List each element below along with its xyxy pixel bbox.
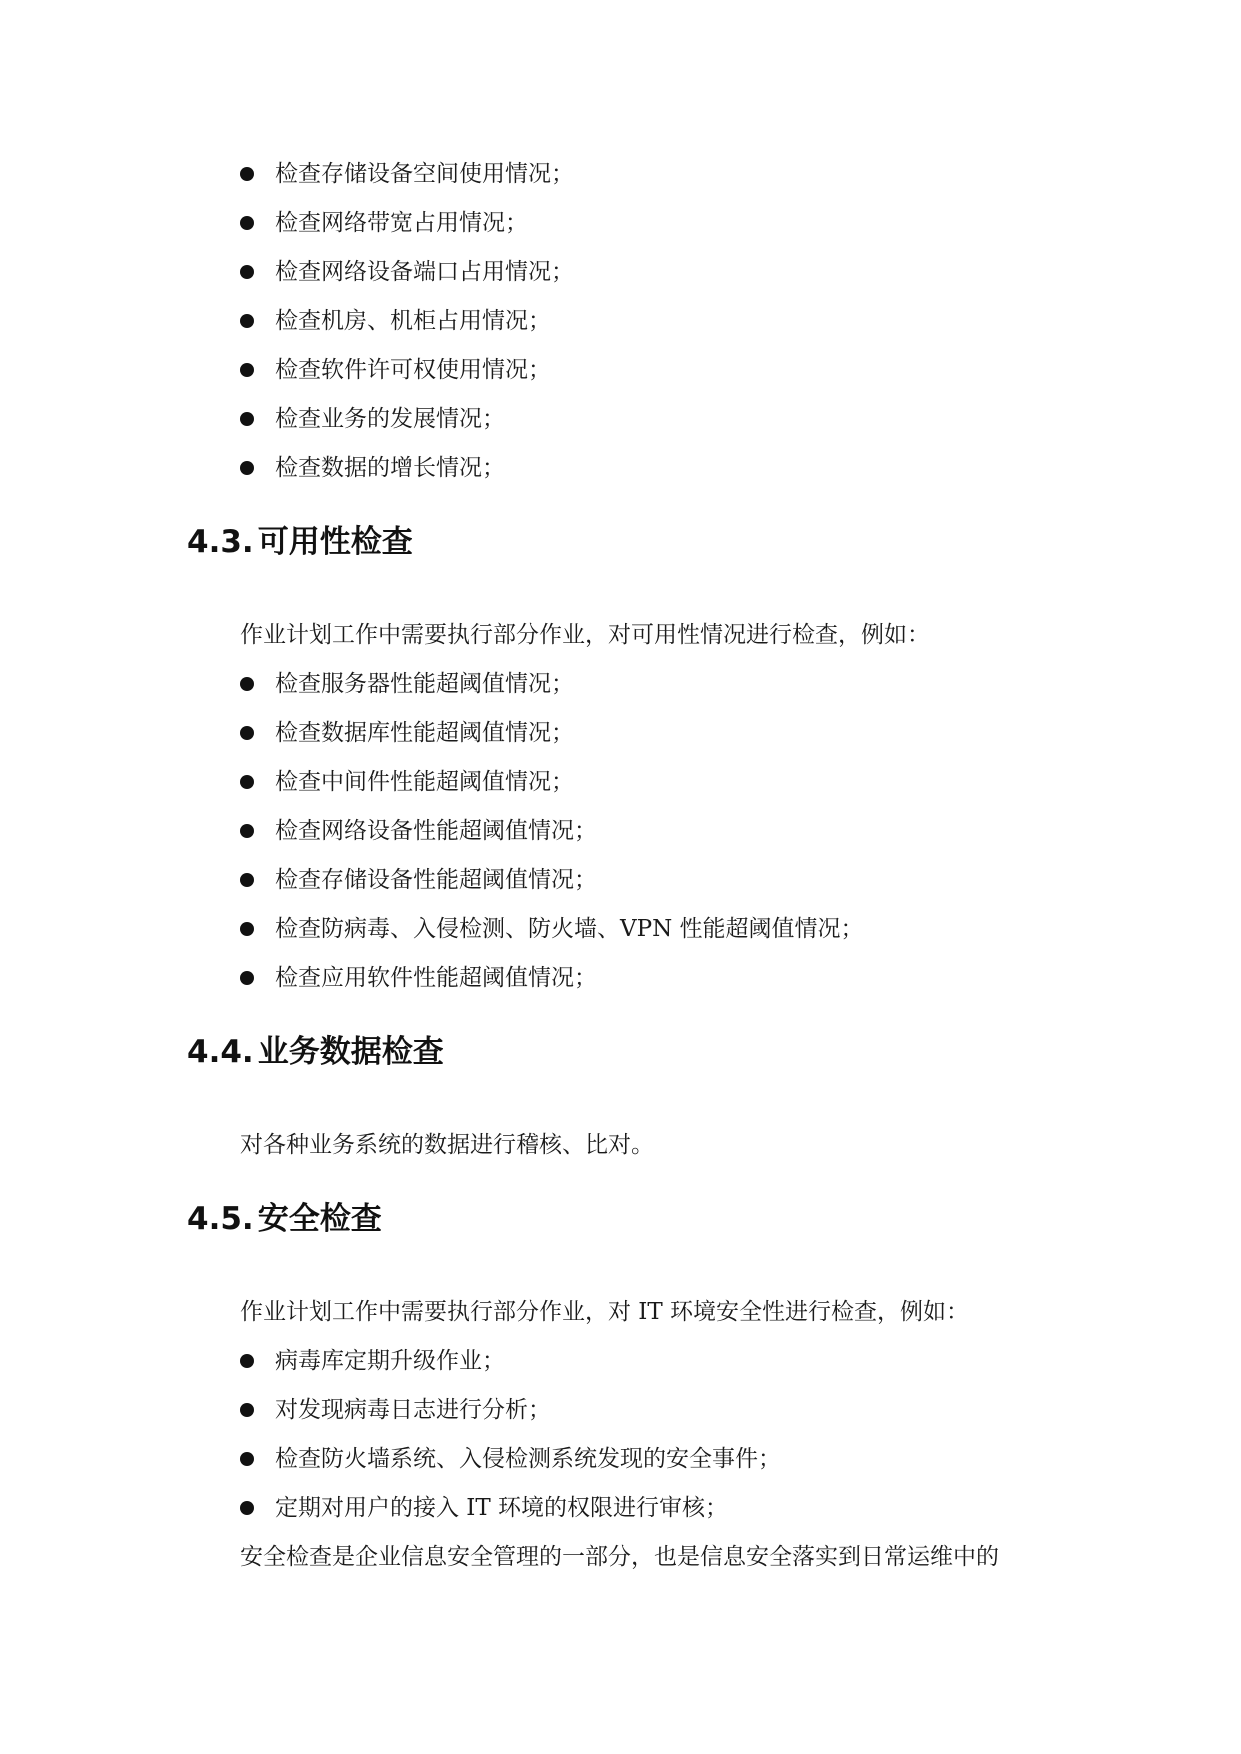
section-number: 4.4.	[187, 1034, 254, 1070]
bullet-icon	[240, 412, 254, 426]
bullet-icon	[240, 922, 254, 936]
list-item	[187, 346, 1087, 395]
list-item	[187, 807, 1087, 856]
section-heading-4-3	[187, 518, 1087, 566]
list-item-text: 检查中间件性能超阈值情况；	[275, 769, 574, 795]
section-title: 可用性检查	[257, 524, 413, 560]
bullet-icon	[240, 726, 254, 740]
list-item-text: 定期对用户的接入 IT 环境的权限进行审核；	[275, 1495, 729, 1521]
list-item	[187, 1484, 1087, 1533]
bullet-icon	[240, 1501, 254, 1515]
spacer	[187, 1243, 1087, 1288]
section-number: 4.5.	[187, 1201, 254, 1237]
bullet-icon	[240, 677, 254, 691]
capacity-check-list	[187, 150, 1087, 493]
bullet-icon	[240, 216, 254, 230]
list-item-text: 检查软件许可权使用情况；	[275, 357, 551, 383]
page-content	[187, 150, 1087, 1582]
list-item	[187, 709, 1087, 758]
spacer	[187, 1003, 1087, 1028]
list-item	[187, 954, 1087, 1003]
closing-paragraph: 安全检查是企业信息安全管理的一部分，也是信息安全落实到日常运维中的	[240, 1544, 999, 1570]
bullet-icon	[240, 873, 254, 887]
list-item-text: 对发现病毒日志进行分析；	[275, 1397, 551, 1423]
spacer	[187, 1170, 1087, 1195]
list-item	[187, 150, 1087, 199]
bullet-icon	[240, 363, 254, 377]
list-item	[187, 395, 1087, 444]
list-item-text: 检查防火墙系统、入侵检测系统发现的安全事件；	[275, 1446, 781, 1472]
list-item-text: 检查数据的增长情况；	[275, 455, 505, 481]
section-heading-4-4	[187, 1028, 1087, 1076]
section-heading-4-5	[187, 1195, 1087, 1243]
bullet-icon	[240, 1452, 254, 1466]
section-intro: 作业计划工作中需要执行部分作业，对可用性情况进行检查，例如：	[240, 622, 930, 648]
list-item	[187, 660, 1087, 709]
list-item	[187, 248, 1087, 297]
bullet-icon	[240, 167, 254, 181]
list-item-text: 检查网络设备端口占用情况；	[275, 259, 574, 285]
list-item-text: 检查业务的发展情况；	[275, 406, 505, 432]
list-item-text: 病毒库定期升级作业；	[275, 1348, 505, 1374]
spacer	[187, 493, 1087, 518]
list-item	[187, 1435, 1087, 1484]
list-item	[187, 297, 1087, 346]
list-item-text: 检查防病毒、入侵检测、防火墙、VPN 性能超阈值情况；	[275, 916, 864, 942]
list-item-text: 检查应用软件性能超阈值情况；	[275, 965, 597, 991]
security-check-list	[187, 1337, 1087, 1533]
bullet-icon	[240, 971, 254, 985]
list-item	[187, 1386, 1087, 1435]
bullet-icon	[240, 1354, 254, 1368]
bullet-icon	[240, 824, 254, 838]
list-item-text: 检查网络设备性能超阈值情况；	[275, 818, 597, 844]
list-item-text: 检查服务器性能超阈值情况；	[275, 671, 574, 697]
list-item	[187, 905, 1087, 954]
availability-check-list	[187, 660, 1087, 1003]
list-item-text: 检查网络带宽占用情况；	[275, 210, 528, 236]
list-item	[187, 199, 1087, 248]
list-item	[187, 444, 1087, 493]
list-item	[187, 758, 1087, 807]
list-item	[187, 1337, 1087, 1386]
list-item-text: 检查数据库性能超阈值情况；	[275, 720, 574, 746]
list-item	[187, 856, 1087, 905]
section-intro: 作业计划工作中需要执行部分作业，对 IT 环境安全性进行检查，例如：	[240, 1299, 970, 1325]
section-number: 4.3.	[187, 524, 254, 560]
bullet-icon	[240, 461, 254, 475]
bullet-icon	[240, 775, 254, 789]
section-intro: 对各种业务系统的数据进行稽核、比对。	[240, 1132, 654, 1158]
list-item-text: 检查机房、机柜占用情况；	[275, 308, 551, 334]
section-title: 业务数据检查	[257, 1034, 444, 1070]
bullet-icon	[240, 1403, 254, 1417]
bullet-icon	[240, 314, 254, 328]
section-title: 安全检查	[257, 1201, 382, 1237]
bullet-icon	[240, 265, 254, 279]
list-item-text: 检查存储设备性能超阈值情况；	[275, 867, 597, 893]
list-item-text: 检查存储设备空间使用情况；	[275, 161, 574, 187]
spacer	[187, 566, 1087, 611]
spacer	[187, 1076, 1087, 1121]
